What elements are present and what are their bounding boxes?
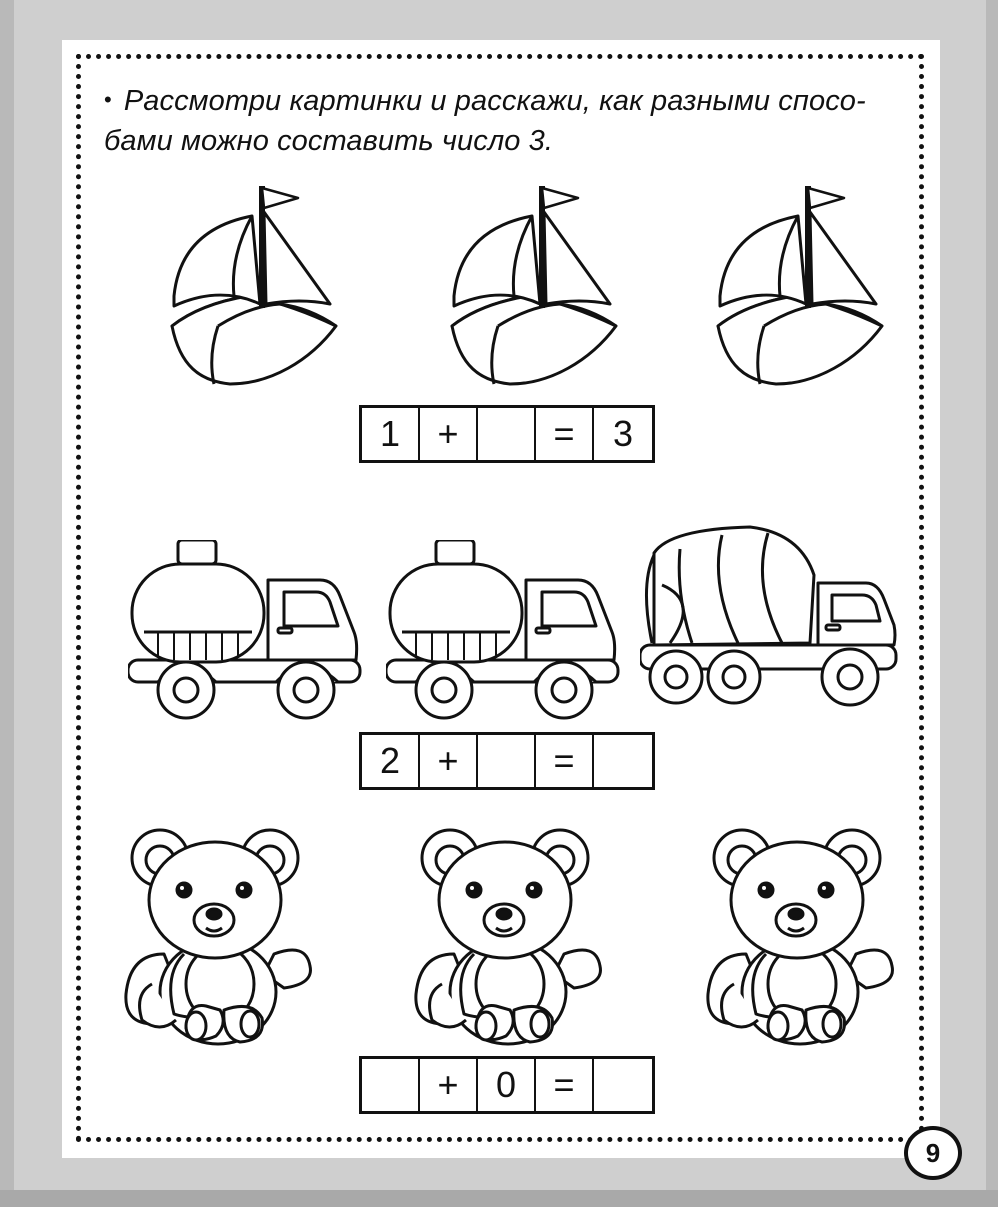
answer-cell[interactable] [362,1059,420,1111]
equation-cell: 1 [362,408,420,460]
tanker-truck-icon [128,540,364,722]
cement-mixer-truck-icon [640,510,900,722]
equation-cell: = [536,1059,594,1111]
equation-cell: = [536,408,594,460]
instruction-line-2: бами можно составить число 3. [104,125,554,157]
equation-1 [359,405,655,463]
sailboat-icon [706,186,886,386]
bullet-icon: • [104,87,112,112]
equation-cell: 3 [612,413,634,454]
answer-cell[interactable] [594,735,652,787]
equation-cell: + [420,735,478,787]
tanker-truck-icon [386,540,622,722]
bottom-strip [0,1190,998,1207]
sailboat-icon [440,186,620,386]
equation-cell: = [536,735,594,787]
sailboat-icon [160,186,340,386]
equation-3 [359,1056,655,1114]
instruction-line-1: Рассмотри картинки и расскажи, как разными спосо- [123,85,866,117]
equation-cell: + [420,408,478,460]
equation-cell: 2 [362,735,420,787]
teddy-bear-icon [706,824,896,1050]
instruction-text [104,82,894,160]
page-number-badge: 9 [904,1126,962,1180]
answer-cell[interactable] [478,735,536,787]
equation-cell: 0 [478,1059,536,1111]
teddy-bear-icon [414,824,604,1050]
teddy-bear-icon [124,824,314,1050]
answer-cell[interactable] [594,1059,652,1111]
answer-cell[interactable] [478,408,536,460]
equation-cell: + [420,1059,478,1111]
equation-2 [359,732,655,790]
